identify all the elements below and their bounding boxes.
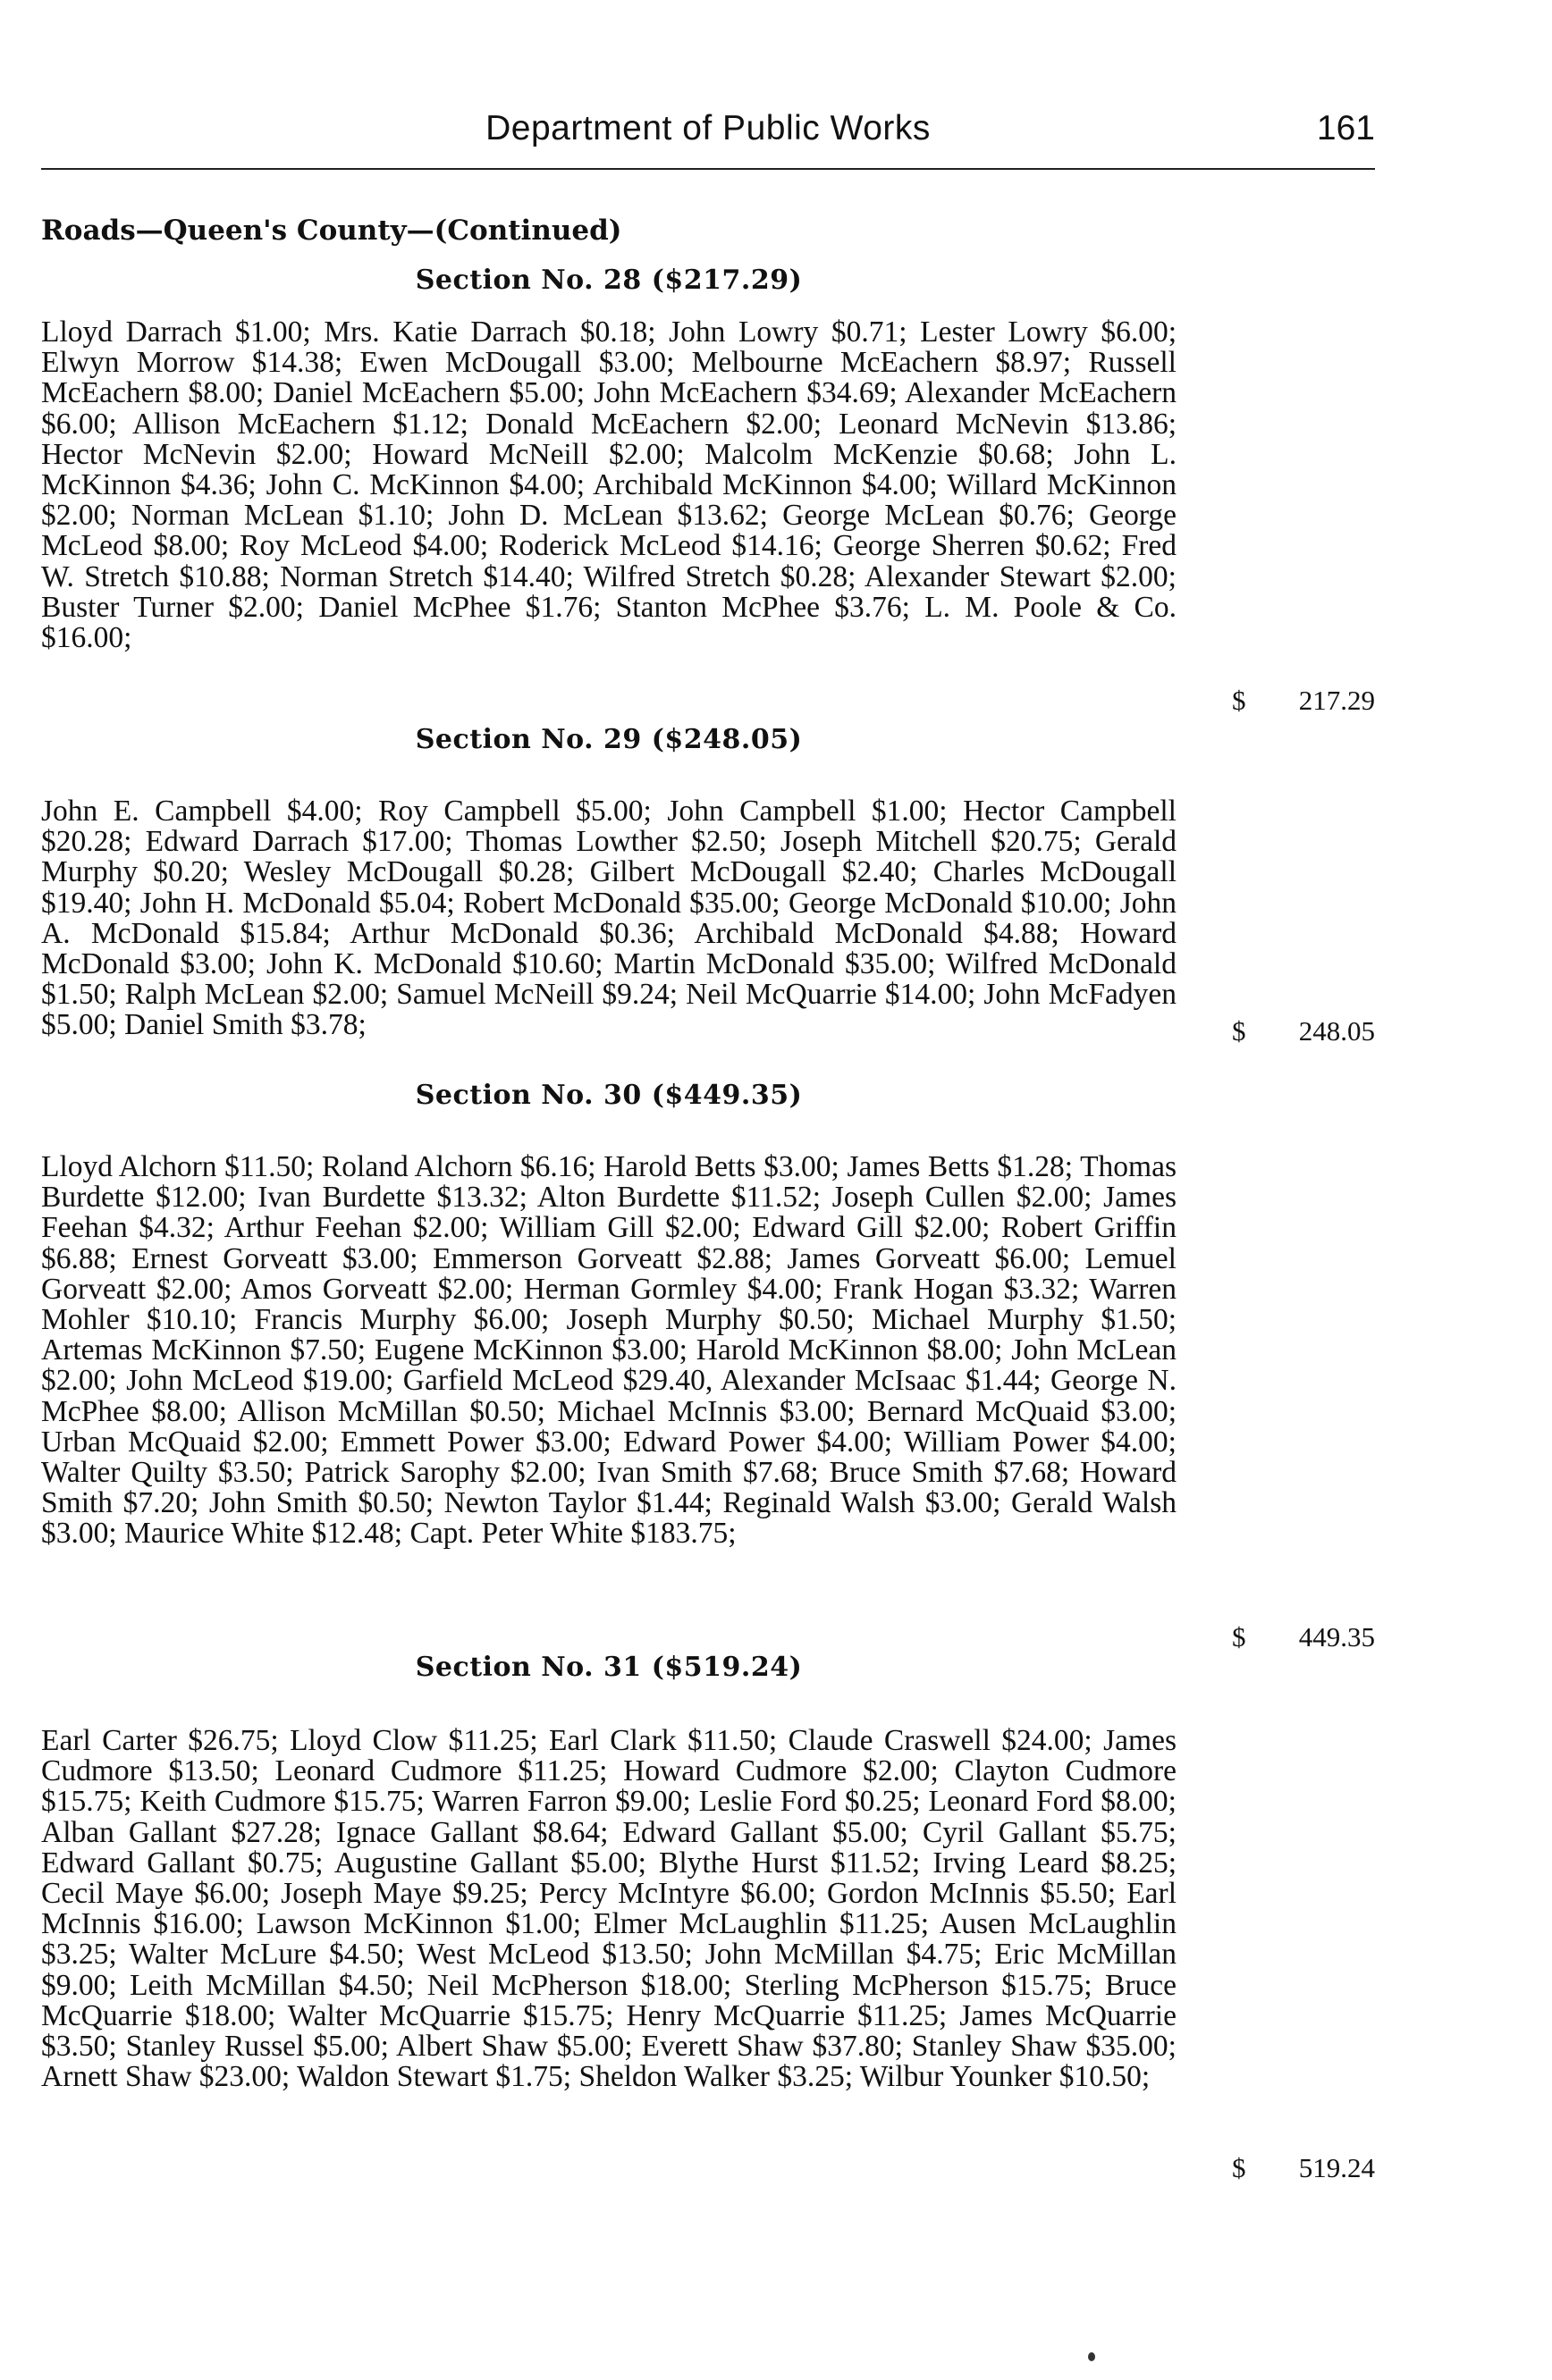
section-30 bbox=[41, 1080, 1375, 1653]
section-total bbox=[1232, 685, 1375, 717]
section-body: John E. Campbell $4.00; Roy Campbell $5.00; John Campbell $1.00; Hector Campbell $20.28; Edward Darrach $17.00; Thomas Lowther $2.50; Joseph Mitchell $20.75; Gerald Murphy $0.20; Wesley McDougall $0.28; Gilbert McDougall $2.40; Charles McDougall $19.40; John H. McDonald $5.04; Robert McDonald $35.00; George McDonald $10.00; John A. McDonald $15.84; Arthur McDonald $0.36; Archibald McDonald $4.88; Howard McDonald $3.00; John K. McDonald $10.60; Martin McDonald $35.00; Wilfred McDonald $1.50; Ralph McLean $2.00; Samuel McNeill $9.24; Neil McQuarrie $14.00; John McFadyen $5.00; Daniel Smith $3.78; bbox=[41, 795, 1177, 1042]
total-amount: 519.24 bbox=[1298, 2152, 1375, 2183]
total-amount: 248.05 bbox=[1298, 1015, 1375, 1047]
section-total bbox=[1232, 1015, 1375, 1047]
section-total bbox=[1232, 2152, 1375, 2184]
print-mark bbox=[1088, 2352, 1095, 2361]
section-28 bbox=[41, 265, 1375, 716]
section-title: Section No. 29 ($248.05) bbox=[415, 724, 803, 755]
section-body: Lloyd Darrach $1.00; Mrs. Katie Darrach $0.18; John Lowry $0.71; Lester Lowry $6.00; Elwyn Morrow $14.38; Ewen McDougall $3.00; Melbourne McEachern $8.97; Russell McEachern $8.00; Daniel McEachern $5.00; John McEachern $34.69; Alexander McEachern $6.00; Allison McEachern $1.12; Donald McEachern $2.00; Leonard McNevin $13.86; Hector McNevin $2.00; Howard McNeill $2.00; Malcolm McKenzie $0.68; John L. McKinnon $4.36; John C. McKinnon $4.00; Archibald McKinnon $4.00; Willard McKinnon $2.00; Norman McLean $1.10; John D. McLean $13.62; George McLean $0.76; George McLeod $8.00; Roy McLeod $4.00; Roderick McLeod $14.16; George Sherren $0.62; Fred W. Stretch $10.88; Norman Stretch $14.40; Wilfred Stretch $0.28; Alexander Stewart $2.00; Buster Turner $2.00; Daniel McPhee $1.76; Stanton McPhee $3.76; L. M. Poole & Co. $16.00; bbox=[41, 315, 1177, 655]
total-amount: 217.29 bbox=[1298, 685, 1375, 716]
section-31 bbox=[41, 1652, 1375, 2183]
total-currency-symbol: $ bbox=[1232, 2152, 1246, 2183]
running-title: Department of Public Works bbox=[485, 109, 931, 147]
header-rule bbox=[41, 168, 1375, 170]
total-currency-symbol: $ bbox=[1232, 1015, 1246, 1047]
page-heading: Roads—Queen's County—(Continued) bbox=[41, 214, 622, 247]
section-body: Earl Carter $26.75; Lloyd Clow $11.25; Earl Clark $11.50; Claude Craswell $24.00; James Cudmore $13.50; Leonard Cudmore $11.25; Howard Cudmore $2.00; Clayton Cudmore $15.75; Keith Cudmore $15.75; Warren Farron $9.00; Leslie Ford $0.25; Leonard Ford $8.00; Alban Gallant $27.28; Ignace Gallant $8.64; Edward Gallant $5.00; Cyril Gallant $5.75; Edward Gallant $0.75; Augustine Gallant $5.00; Blythe Hurst $11.52; Irving Leard $8.25; Cecil Maye $6.00; Joseph Maye $9.25; Percy McIntyre $6.00; Gordon McInnis $5.50; Earl McInnis $16.00; Lawson McKinnon $1.00; Elmer McLaughlin $11.25; Ausen McLaughlin $3.25; Walter McLure $4.50; West McLeod $13.50; John McMillan $4.75; Eric McMillan $9.00; Leith McMillan $4.50; Neil McPherson $18.00; Sterling McPherson $15.75; Bruce McQuarrie $18.00; Walter McQuarrie $15.75; Henry McQuarrie $11.25; James McQuarrie $3.50; Stanley Russel $5.00; Albert Shaw $5.00; Everett Shaw $37.80; Stanley Shaw $35.00; Arnett Shaw $23.00; Waldon Stewart $1.75; Sheldon Walker $3.25; Wilbur Younker $10.50; bbox=[41, 1724, 1177, 2094]
section-title: Section No. 31 ($519.24) bbox=[415, 1652, 803, 1683]
section-title: Section No. 28 ($217.29) bbox=[415, 265, 803, 296]
total-amount: 449.35 bbox=[1298, 1621, 1375, 1653]
section-title: Section No. 30 ($449.35) bbox=[415, 1080, 803, 1111]
section-total bbox=[1232, 1621, 1375, 1653]
total-currency-symbol: $ bbox=[1232, 685, 1246, 716]
page-number: 161 bbox=[1316, 109, 1375, 147]
running-head bbox=[41, 109, 1375, 163]
section-29 bbox=[41, 724, 1375, 1047]
total-currency-symbol: $ bbox=[1232, 1621, 1246, 1653]
section-body: Lloyd Alchorn $11.50; Roland Alchorn $6.16; Harold Betts $3.00; James Betts $1.28; Thomas Burdette $12.00; Ivan Burdette $13.32; Alton Burdette $11.52; Joseph Cullen $2.00; James Feehan $4.32; Arthur Feehan $2.00; William Gill $2.00; Edward Gill $2.00; Robert Griffin $6.88; Ernest Gorveatt $3.00; Emmerson Gorveatt $2.88; James Gorveatt $6.00; Lemuel Gorveatt $2.00; Amos Gorveatt $2.00; Herman Gormley $4.00; Frank Hogan $3.32; Warren Mohler $10.10; Francis Murphy $6.00; Joseph Murphy $0.50; Michael Murphy $1.50; Artemas McKinnon $7.50; Eugene McKinnon $3.00; Harold McKinnon $8.00; John McLean $2.00; John McLeod $19.00; Garfield McLeod $29.40, Alexander McIsaac $1.44; George N. McPhee $8.00; Allison McMillan $0.50; Michael McInnis $3.00; Bernard McQuaid $3.00; Urban McQuaid $2.00; Emmett Power $3.00; Edward Power $4.00; William Power $4.00; Walter Quilty $3.50; Patrick Sarophy $2.00; Ivan Smith $7.68; Bruce Smith $7.68; Howard Smith $7.20; John Smith $0.50; Newton Taylor $1.44; Reginald Walsh $3.00; Gerald Walsh $3.00; Maurice White $12.48; Capt. Peter White $183.75; bbox=[41, 1150, 1177, 1551]
